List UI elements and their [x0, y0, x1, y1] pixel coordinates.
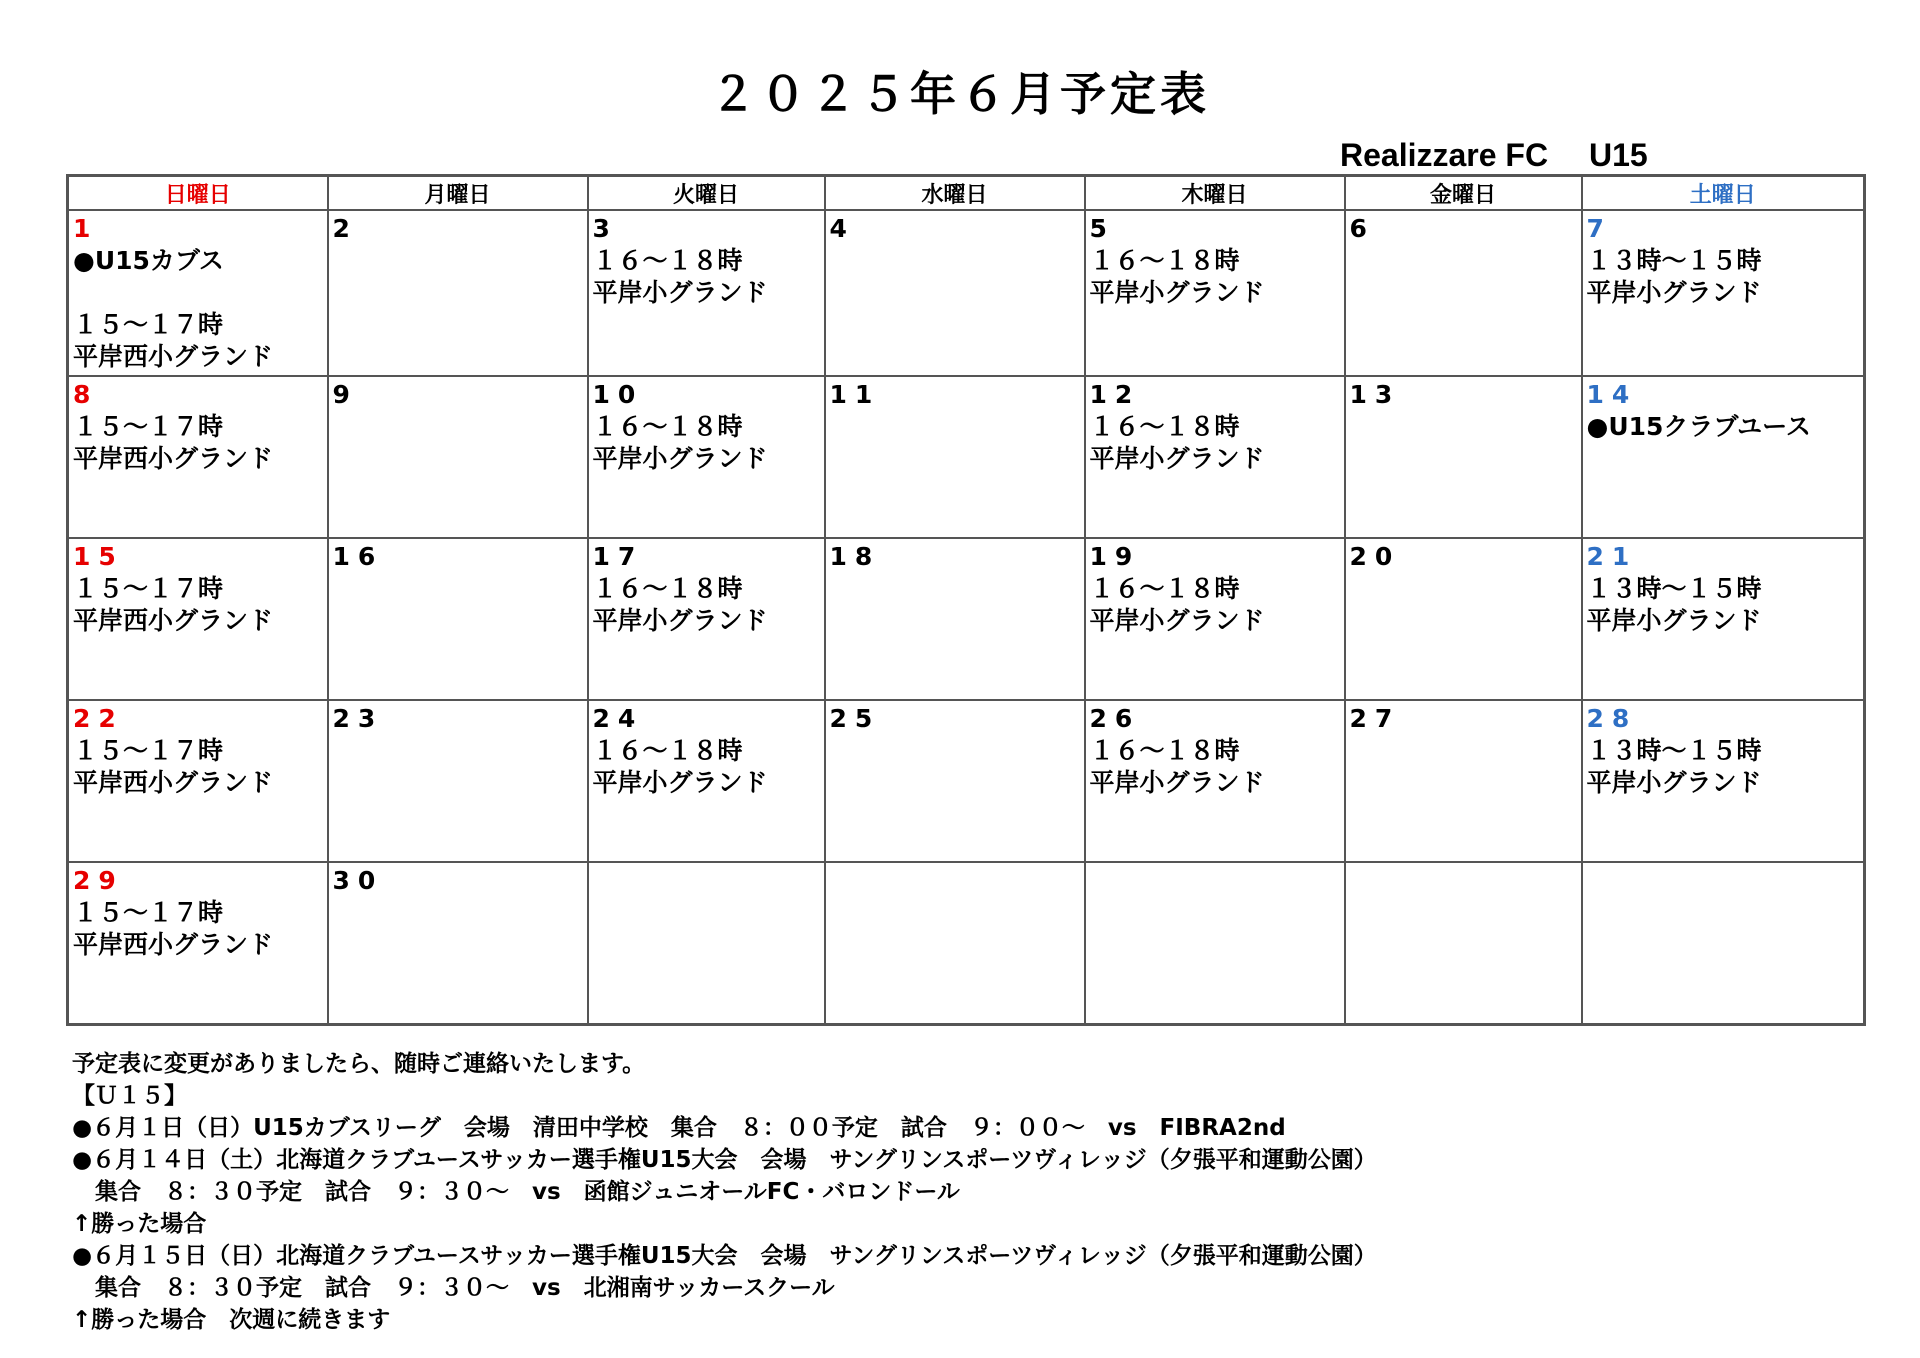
event-line: 平岸小グランド [1089, 278, 1265, 307]
team-name: Realizzare FC U15 [1340, 137, 1648, 173]
calendar-week-row [68, 700, 1865, 862]
day-number: 17 [592, 542, 644, 571]
note-line: 【Ｕ１５】 [72, 1083, 187, 1109]
note-line: 予定表に変更がありましたら、随時ご連絡いたします。 [72, 1051, 646, 1077]
weekday-wednesday: 水曜日 [825, 176, 1085, 211]
day-number: 16 [332, 542, 384, 571]
calendar-day-cell [1345, 862, 1582, 1025]
event-line: １６～１８時 [592, 574, 743, 603]
day-number: 19 [1089, 542, 1141, 571]
day-number: 20 [1349, 542, 1401, 571]
calendar-week-row [68, 376, 1865, 538]
note-line: ↑勝った場合 次週に続きます [72, 1307, 391, 1333]
day-number: 27 [1349, 704, 1401, 733]
event-line: 平岸小グランド [1586, 768, 1762, 797]
day-number: 25 [829, 704, 881, 733]
event-line: 平岸小グランド [592, 768, 768, 797]
calendar-day-cell [328, 376, 588, 538]
note-line: 集合 ８：３０予定 試合 ９：３０～ vs 函館ジュニオールFC・バロンドール [72, 1179, 960, 1205]
weekday-sunday: 日曜日 [68, 176, 328, 211]
event-line: 平岸小グランド [1089, 768, 1265, 797]
event-line: 平岸西小グランド [73, 444, 274, 473]
event-line: １６～１８時 [1089, 246, 1240, 275]
day-number: 7 [1586, 214, 1612, 243]
event-line: ●U15カブス [73, 246, 224, 275]
event-line: １３時～１５時 [1586, 736, 1762, 765]
event-line: １５～１７時 [73, 412, 224, 441]
weekday-monday: 月曜日 [328, 176, 588, 211]
event-line: １６～１８時 [592, 246, 743, 275]
calendar-day-cell [825, 210, 1085, 376]
weekday-tuesday: 火曜日 [588, 176, 825, 211]
calendar-day-cell [588, 376, 825, 538]
day-number: 14 [1586, 380, 1638, 409]
event-line: 平岸西小グランド [73, 342, 274, 371]
calendar-day-cell [68, 376, 328, 538]
event-line: 平岸西小グランド [73, 768, 274, 797]
calendar-day-cell [68, 210, 328, 376]
day-number: 2 [332, 214, 358, 243]
day-number: 22 [73, 704, 124, 733]
calendar-day-cell [1085, 210, 1345, 376]
calendar-day-cell [1582, 210, 1865, 376]
day-number: 3 [592, 214, 618, 243]
event-line: １６～１８時 [592, 412, 743, 441]
day-number: 9 [332, 380, 358, 409]
note-line: ●６月１日（日）U15カブスリーグ 会場 清田中学校 集合 ８：００予定 試合 ９：００～ vs FIBRA2nd [72, 1115, 1286, 1141]
calendar-day-cell [328, 538, 588, 700]
event-line: １６～１８時 [1089, 412, 1240, 441]
page-title: ２０２５年６月予定表 [710, 67, 1210, 121]
notes-section [72, 1048, 1377, 1336]
calendar-day-cell [1582, 538, 1865, 700]
calendar-day-cell [825, 862, 1085, 1025]
day-number: 8 [73, 380, 99, 409]
calendar-week-row [68, 210, 1865, 376]
calendar-day-cell [825, 376, 1085, 538]
calendar-day-cell [1345, 376, 1582, 538]
event-line: 平岸小グランド [592, 606, 768, 635]
event-line: 平岸小グランド [592, 278, 768, 307]
day-number: 18 [829, 542, 881, 571]
event-line: 平岸小グランド [1089, 606, 1265, 635]
day-number: 15 [73, 542, 124, 571]
weekday-friday: 金曜日 [1345, 176, 1582, 211]
day-number: 6 [1349, 214, 1375, 243]
calendar-day-cell [1582, 862, 1865, 1025]
event-line: １６～１８時 [592, 736, 743, 765]
event-line: １６～１８時 [1089, 736, 1240, 765]
day-number: 10 [592, 380, 644, 409]
note-line: ↑勝った場合 [72, 1211, 207, 1237]
day-number: 24 [592, 704, 644, 733]
weekday-header-row [68, 176, 1865, 211]
calendar-table [66, 174, 1866, 1026]
day-number: 11 [829, 380, 881, 409]
day-number: 1 [73, 214, 99, 243]
event-line: １３時～１５時 [1586, 246, 1762, 275]
calendar-day-cell [1345, 700, 1582, 862]
event-line: １５～１７時 [73, 574, 224, 603]
calendar-day-cell [588, 862, 825, 1025]
calendar-week-row [68, 538, 1865, 700]
note-line: ●６月１５日（日）北海道クラブユースサッカー選手権U15大会 会場 サングリンスポーツヴィレッジ（夕張平和運動公園） [72, 1243, 1377, 1269]
calendar-day-cell [328, 210, 588, 376]
event-line: 平岸小グランド [592, 444, 768, 473]
event-line: １５～１７時 [73, 736, 224, 765]
calendar-day-cell [1345, 210, 1582, 376]
calendar-day-cell [825, 538, 1085, 700]
event-line [73, 277, 323, 309]
day-number: 30 [332, 866, 384, 895]
note-line: ●６月１４日（土）北海道クラブユースサッカー選手権U15大会 会場 サングリンスポーツヴィレッジ（夕張平和運動公園） [72, 1147, 1377, 1173]
calendar-day-cell [1085, 538, 1345, 700]
event-line: １５～１７時 [73, 898, 224, 927]
calendar-week-row [68, 862, 1865, 1025]
day-number: 29 [73, 866, 124, 895]
calendar-day-cell [328, 700, 588, 862]
calendar-day-cell [1085, 700, 1345, 862]
weekday-thursday: 木曜日 [1085, 176, 1345, 211]
event-line: 平岸小グランド [1089, 444, 1265, 473]
event-line: １５～１７時 [73, 310, 224, 339]
weekday-saturday: 土曜日 [1582, 176, 1865, 211]
calendar-day-cell [825, 700, 1085, 862]
calendar-day-cell [1085, 376, 1345, 538]
note-line: 集合 ８：３０予定 試合 ９：３０～ vs 北湘南サッカースクール [72, 1275, 835, 1301]
calendar-day-cell [588, 700, 825, 862]
calendar-day-cell [588, 538, 825, 700]
calendar-day-cell [68, 700, 328, 862]
day-number: 26 [1089, 704, 1141, 733]
day-number: 21 [1586, 542, 1638, 571]
calendar-day-cell [588, 210, 825, 376]
day-number: 23 [332, 704, 384, 733]
calendar-day-cell [68, 538, 328, 700]
event-line: １３時～１５時 [1586, 574, 1762, 603]
day-number: 13 [1349, 380, 1401, 409]
event-line: １６～１８時 [1089, 574, 1240, 603]
day-number: 4 [829, 214, 855, 243]
event-line: 平岸西小グランド [73, 930, 274, 959]
day-number: 12 [1089, 380, 1141, 409]
calendar-day-cell [68, 862, 328, 1025]
day-number: 28 [1586, 704, 1638, 733]
event-line: 平岸西小グランド [73, 606, 274, 635]
calendar-day-cell [328, 862, 588, 1025]
calendar-day-cell [1582, 700, 1865, 862]
calendar-day-cell [1345, 538, 1582, 700]
event-line: 平岸小グランド [1586, 278, 1762, 307]
calendar-day-cell [1582, 376, 1865, 538]
day-number: 5 [1089, 214, 1115, 243]
event-line: 平岸小グランド [1586, 606, 1762, 635]
calendar-day-cell [1085, 862, 1345, 1025]
event-line: ●U15クラブユース [1586, 412, 1811, 441]
